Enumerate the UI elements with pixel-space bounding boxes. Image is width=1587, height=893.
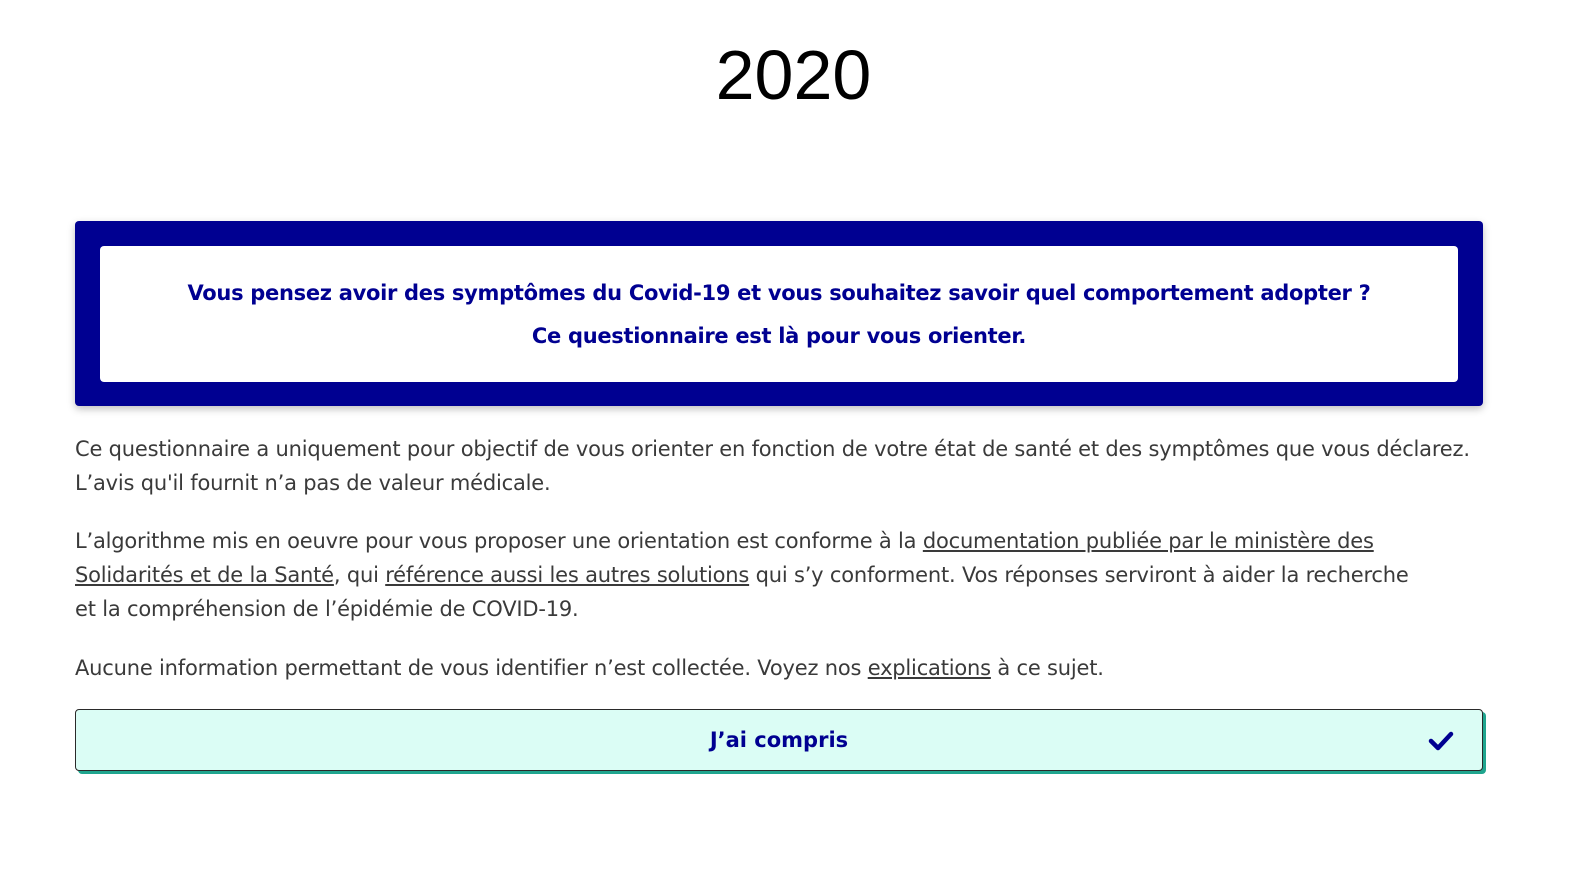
- page-year-title: 2020: [715, 36, 872, 114]
- documentation-link[interactable]: documentation publiée par le ministère des Solidarités et de la Santé: [75, 529, 1374, 587]
- privacy-text-start: Aucune information permettant de vous identifier n’est collectée. Voyez nos: [75, 656, 868, 680]
- understood-button-label: J’ai compris: [709, 728, 849, 752]
- algorithm-text-start: L’algorithme mis en oeuvre pour vous proposer une orientation est conforme à la: [75, 529, 923, 553]
- check-icon: [1428, 730, 1454, 752]
- intro-paragraph-privacy: [75, 651, 1495, 685]
- banner-question: Vous pensez avoir des symptômes du Covid-19 et vous souhaitez savoir quel comportement adopter ?: [187, 281, 1371, 305]
- intro-paragraph-algorithm: [75, 524, 1435, 626]
- understood-button[interactable]: [75, 709, 1483, 771]
- intro-paragraph-purpose: Ce questionnaire a uniquement pour objectif de vous orienter en fonction de votre état de santé et des symptômes que vous déclarez. L’avis qu'il fournit n’a pas de valeur médicale.: [75, 437, 1470, 495]
- explanations-link[interactable]: explications: [867, 656, 991, 680]
- info-banner-content: [100, 246, 1458, 382]
- algorithm-text-middle: , qui: [333, 563, 386, 587]
- algorithm-text-end: qui s’y conforment. Vos réponses serviront à aider la recherche et la compréhension de l’épidémie de COVID-19.: [75, 563, 1409, 621]
- other-solutions-link[interactable]: référence aussi les autres solutions: [385, 563, 750, 587]
- banner-subtitle: Ce questionnaire est là pour vous orienter.: [531, 324, 1027, 348]
- info-banner: [75, 221, 1483, 406]
- privacy-text-end: à ce sujet.: [990, 656, 1104, 680]
